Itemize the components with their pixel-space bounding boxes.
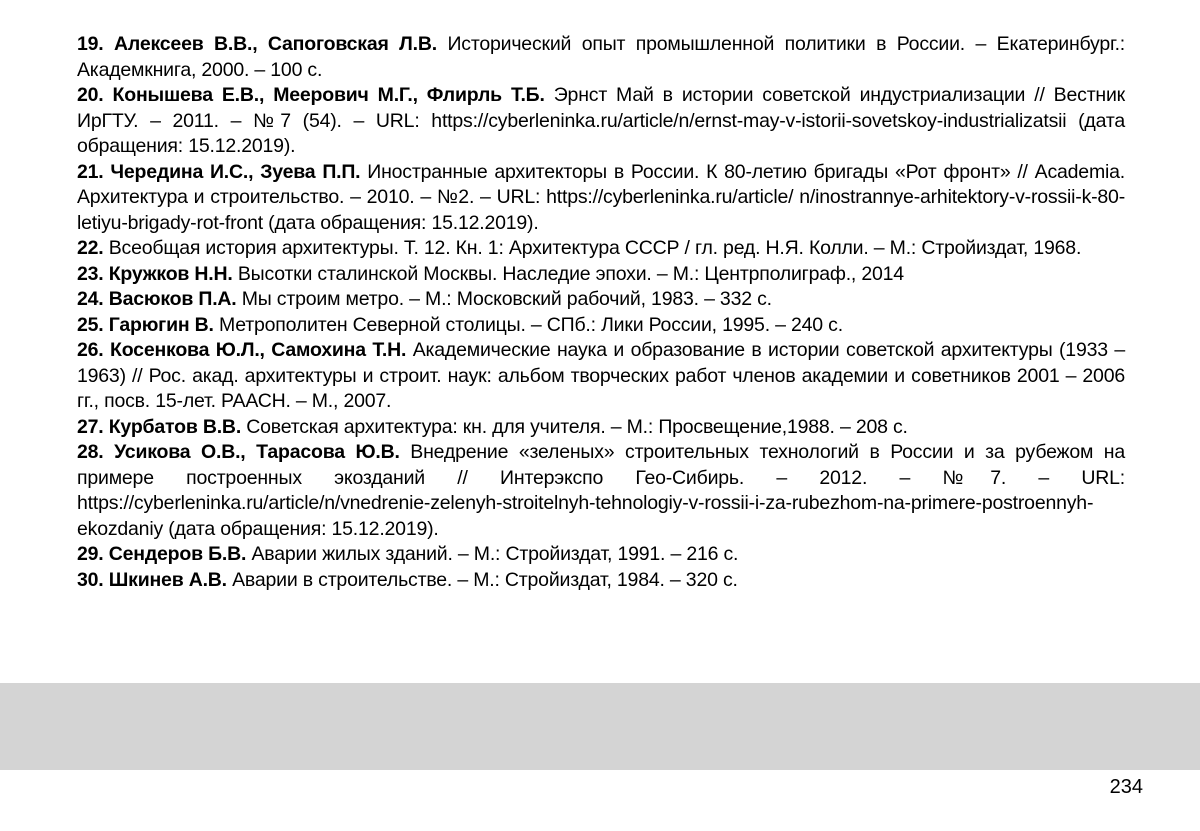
footer-band: [0, 683, 1200, 770]
reference-number: 27.: [77, 415, 104, 438]
reference-item: [77, 542, 1125, 568]
reference-text: Мы строим метро. – М.: Московский рабочий, 1983. – 332 с.: [241, 288, 772, 310]
reference-item: [77, 313, 1125, 339]
reference-authors: Гарюгин В.: [108, 313, 214, 336]
reference-item: [77, 415, 1125, 441]
reference-item: [77, 160, 1125, 237]
reference-authors: Васюков П.А.: [108, 288, 237, 310]
reference-item: [77, 262, 1125, 288]
reference-number: 26.: [77, 339, 104, 361]
reference-item: [77, 338, 1125, 415]
reference-authors: Шкинев А.В.: [108, 568, 227, 591]
reference-number: 29.: [77, 543, 104, 565]
reference-text: Академические наука и образование в истории советской архитектуры (1933 – 1963) // Рос. акад. архитектуры и строит. наук: альбом творческих работ членов академии и советников 2001 – 2006 гг., посв. 15-лет. РААСН. – М., 2007.: [77, 339, 1126, 412]
reference-authors: Конышева Е.В., Меерович М.Г., Флирль Т.Б.: [112, 84, 545, 106]
page-number: 234: [1109, 776, 1143, 798]
reference-text: Советская архитектура: кн. для учителя. – М.: Просвещение,1988. – 208 с.: [246, 415, 908, 438]
reference-text: Аварии в строительстве. – М.: Стройиздат, 1984. – 320 с.: [232, 568, 738, 591]
reference-authors: Косенкова Ю.Л., Самохина Т.Н.: [110, 339, 407, 361]
reference-item: [77, 236, 1125, 262]
reference-authors: Усикова О.В., Тарасова Ю.В.: [114, 441, 400, 463]
reference-authors: Алексеев В.В., Сапоговская Л.В.: [114, 33, 437, 55]
reference-authors: Курбатов В.В.: [108, 415, 242, 438]
reference-number: 22.: [77, 237, 104, 259]
reference-text: Аварии жилых зданий. – М.: Стройиздат, 1991. – 216 с.: [251, 543, 739, 565]
reference-text: Внедрение «зеленых» строительных технологий в России и за рубежом на примере построенных экозданий // Интерэкспо Гео-Сибирь. – 2012. – №7. – URL: https://cyberleninka.ru/article/n/vnedrenie-zelenyh-stroitelnyh-tehnologiy-v-rossii-i-za-rubezhom-na-primere-postroennyh-ekozdaniy (дата обращения: 15.12.2019).: [77, 441, 1126, 540]
reference-number: 23.: [77, 262, 104, 285]
reference-item: [77, 32, 1125, 83]
reference-text: Иностранные архитекторы в России. К 80-летию бригады «Рот фронт» // Academia. Архитектура и строительство. – 2010. – №2. – URL: https://cyberleninka.ru/article/ n/inostrannye-arhitektory-v-rossii-k-80-letiyu-brigady-rot-front (дата обращения: 15.12.2019).: [77, 160, 1125, 234]
reference-item: [77, 568, 1125, 594]
reference-text: Исторический опыт промышленной политики в России. – Екатеринбург.: Академкнига, 2000. – 100 с.: [77, 33, 1125, 81]
reference-authors: Сендеров Б.В.: [108, 543, 247, 565]
reference-list: [77, 32, 1125, 593]
reference-number: 21.: [77, 160, 104, 183]
reference-text: Метрополитен Северной столицы. – СПб.: Лики России, 1995. – 240 с.: [218, 313, 843, 336]
reference-text: Высотки сталинской Москвы. Наследие эпохи. – М.: Центрполиграф., 2014: [237, 262, 904, 285]
reference-number: 25.: [77, 313, 104, 336]
reference-item: [77, 287, 1125, 313]
reference-item: [77, 440, 1125, 542]
reference-number: 30.: [77, 568, 104, 591]
reference-item: [77, 83, 1125, 160]
reference-number: 24.: [77, 288, 104, 310]
reference-text: Эрнст Май в истории советской индустриализации // Вестник ИрГТУ. – 2011. – №7 (54). – URL: https://cyberleninka.ru/article/n/ernst-may-v-istorii-sovetskoy-industrializatsii (дата обращения: 15.12.2019).: [77, 84, 1126, 157]
reference-authors: Кружков Н.Н.: [108, 262, 233, 285]
reference-number: 19.: [77, 33, 104, 55]
reference-authors: Чередина И.С., Зуева П.П.: [110, 160, 361, 183]
reference-text: Всеобщая история архитектуры. Т. 12. Кн. 1: Архитектура СССР / гл. ред. Н.Я. Колли. – М.: Стройиздат, 1968.: [108, 237, 1082, 259]
reference-number: 28.: [77, 441, 104, 463]
reference-number: 20.: [77, 84, 104, 106]
